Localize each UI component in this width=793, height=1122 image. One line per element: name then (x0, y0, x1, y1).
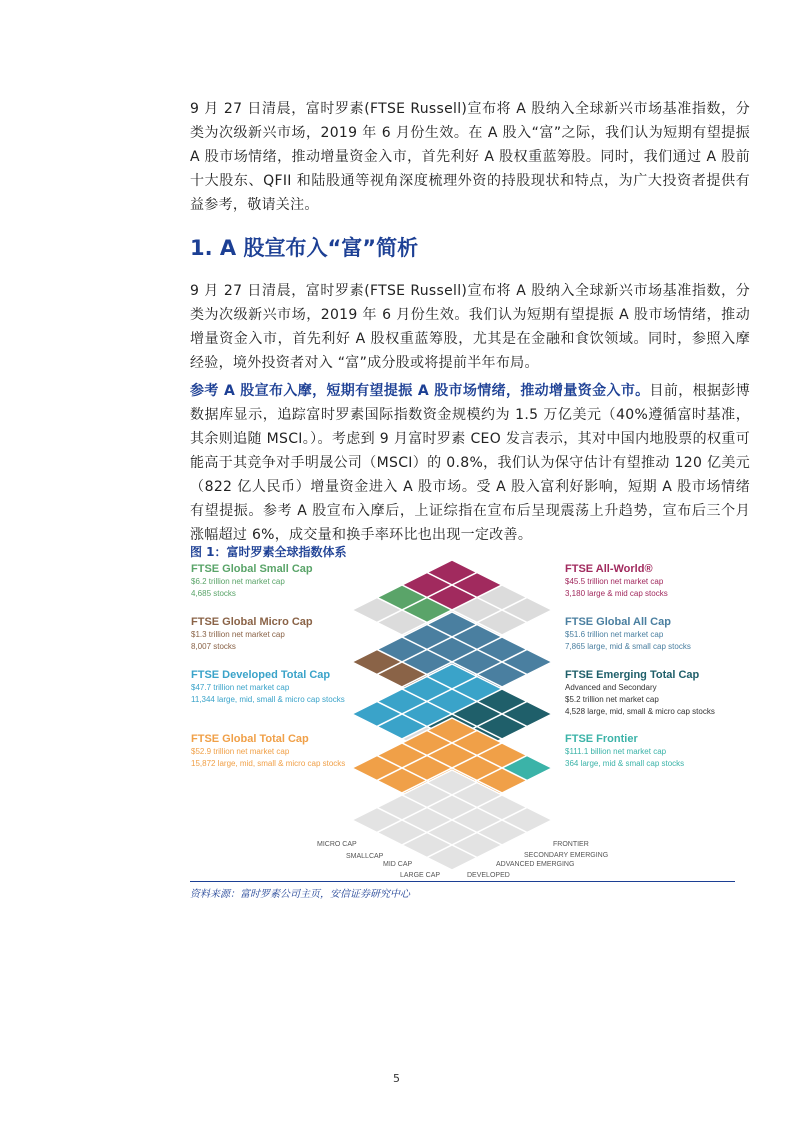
index-detail: 7,865 large, mid & small cap stocks (565, 642, 691, 651)
index-name: FTSE Frontier (565, 733, 638, 745)
axis-label-market: SECONDARY EMERGING (524, 852, 609, 859)
axis-label-size: SMALLCAP (346, 853, 384, 860)
index-name: FTSE Global Micro Cap (191, 616, 313, 628)
index-detail: 364 large, mid & small cap stocks (565, 759, 685, 768)
figure-divider (190, 881, 735, 882)
left-label-0 (191, 562, 313, 600)
section-heading: 1. A 股宣布入“富”简析 (190, 236, 419, 260)
index-detail: Advanced and Secondary (565, 683, 657, 692)
index-detail: $52.9 trillion net market cap (191, 747, 290, 756)
index-name: FTSE Emerging Total Cap (565, 669, 700, 681)
index-name: FTSE Developed Total Cap (191, 669, 331, 681)
index-detail: 4,528 large, mid, small & micro cap stocks (565, 707, 715, 716)
right-label-3 (565, 732, 684, 770)
index-detail: $6.2 trillion net market cap (191, 577, 285, 586)
axis-label-size: LARGE CAP (400, 872, 441, 879)
left-label-2 (191, 668, 345, 706)
right-label-0 (565, 562, 668, 600)
right-label-1 (565, 615, 691, 653)
index-name: FTSE All-World® (565, 563, 653, 575)
right-label-2 (565, 668, 715, 718)
paragraph-lead: 参考 A 股宣布入摩，短期有望提振 A 股市场情绪，推动增量资金入市。 (190, 383, 650, 399)
index-detail: $111.1 billion net market cap (565, 747, 667, 756)
page-number: 5 (393, 1072, 400, 1085)
axis-label-size: MICRO CAP (317, 841, 357, 848)
index-detail: $47.7 trillion net market cap (191, 683, 290, 692)
index-detail: 8,007 stocks (191, 642, 236, 651)
intro-paragraph: 9 月 27 日清晨，富时罗素(FTSE Russell)宣布将 A 股纳入全球新兴市场基准指数，分类为次级新兴市场，2019 年 6 月份生效。在 A 股入“富”之际，我们认为短期有望提振 A 股市场情绪，推动增量资金入市，首先利好 A 股权重蓝筹股。同时，我们通过 A 股前十大股东、QFII 和陆股通等视角深度梳理外资的持股现状和特点，为广大投资者提供有益参考，敬请关注。 (190, 101, 750, 213)
axis-label-market: FRONTIER (553, 841, 589, 848)
figure-source: 资料来源：富时罗素公司主页，安信证券研究中心 (190, 889, 410, 900)
left-label-1 (191, 615, 313, 653)
figure-title: 图 1：富时罗素全球指数体系 (190, 545, 347, 559)
index-detail: $51.6 trillion net market cap (565, 630, 664, 639)
index-name: FTSE Global Small Cap (191, 563, 313, 575)
index-detail: 11,344 large, mid, small & micro cap stocks (191, 695, 345, 704)
index-name: FTSE Global All Cap (565, 616, 671, 628)
section-paragraph-1: 9 月 27 日清晨，富时罗素(FTSE Russell)宣布将 A 股纳入全球新兴市场基准指数，分类为次级新兴市场，2019 年 6 月份生效。我们认为短期有望提振 A 股市场情绪，推动增量资金入市，首先利好 A 股权重蓝筹股，尤其是在金融和食饮领域。同时，参照入摩经验，境外投资者对入 “富”成分股或将提前半年布局。 (190, 283, 750, 371)
axis-label-size: MID CAP (383, 861, 413, 868)
index-detail: 3,180 large & mid cap stocks (565, 589, 668, 598)
left-label-3 (191, 732, 345, 770)
index-name: FTSE Global Total Cap (191, 733, 309, 745)
paragraph-body: 目前，根据彭博数据库显示，追踪富时罗素国际指数资金规模约为 1.5 万亿美元（40%遵循富时基准，其余则追随 MSCI。）。考虑到 9 月富时罗素 CEO 发言表示，其对中国内地股票的权重可能高于其竞争对手明晟公司（MSCI）的 0.8%，我们认为保守估计有望推动 120 亿美元（822 亿人民币）增量资金进入 A 股市场。受 A 股入富利好影响，短期 A 股市场情绪有望提振。参考 A 股宣布入摩后，上证综指在宣布后呈现震荡上升趋势，宣布后三个月涨幅超过 6%，成交量和换手率环比也出现一定改善。 (190, 383, 750, 543)
index-detail: $1.3 trillion net market cap (191, 630, 285, 639)
index-detail: $45.5 trillion net market cap (565, 577, 664, 586)
index-detail: 4,685 stocks (191, 589, 236, 598)
index-detail: 15,872 large, mid, small & micro cap stocks (191, 759, 346, 768)
axis-label-market: ADVANCED EMERGING (496, 861, 575, 868)
axis-label-market: DEVELOPED (467, 872, 510, 879)
index-detail: $5.2 trillion net market cap (565, 695, 659, 704)
